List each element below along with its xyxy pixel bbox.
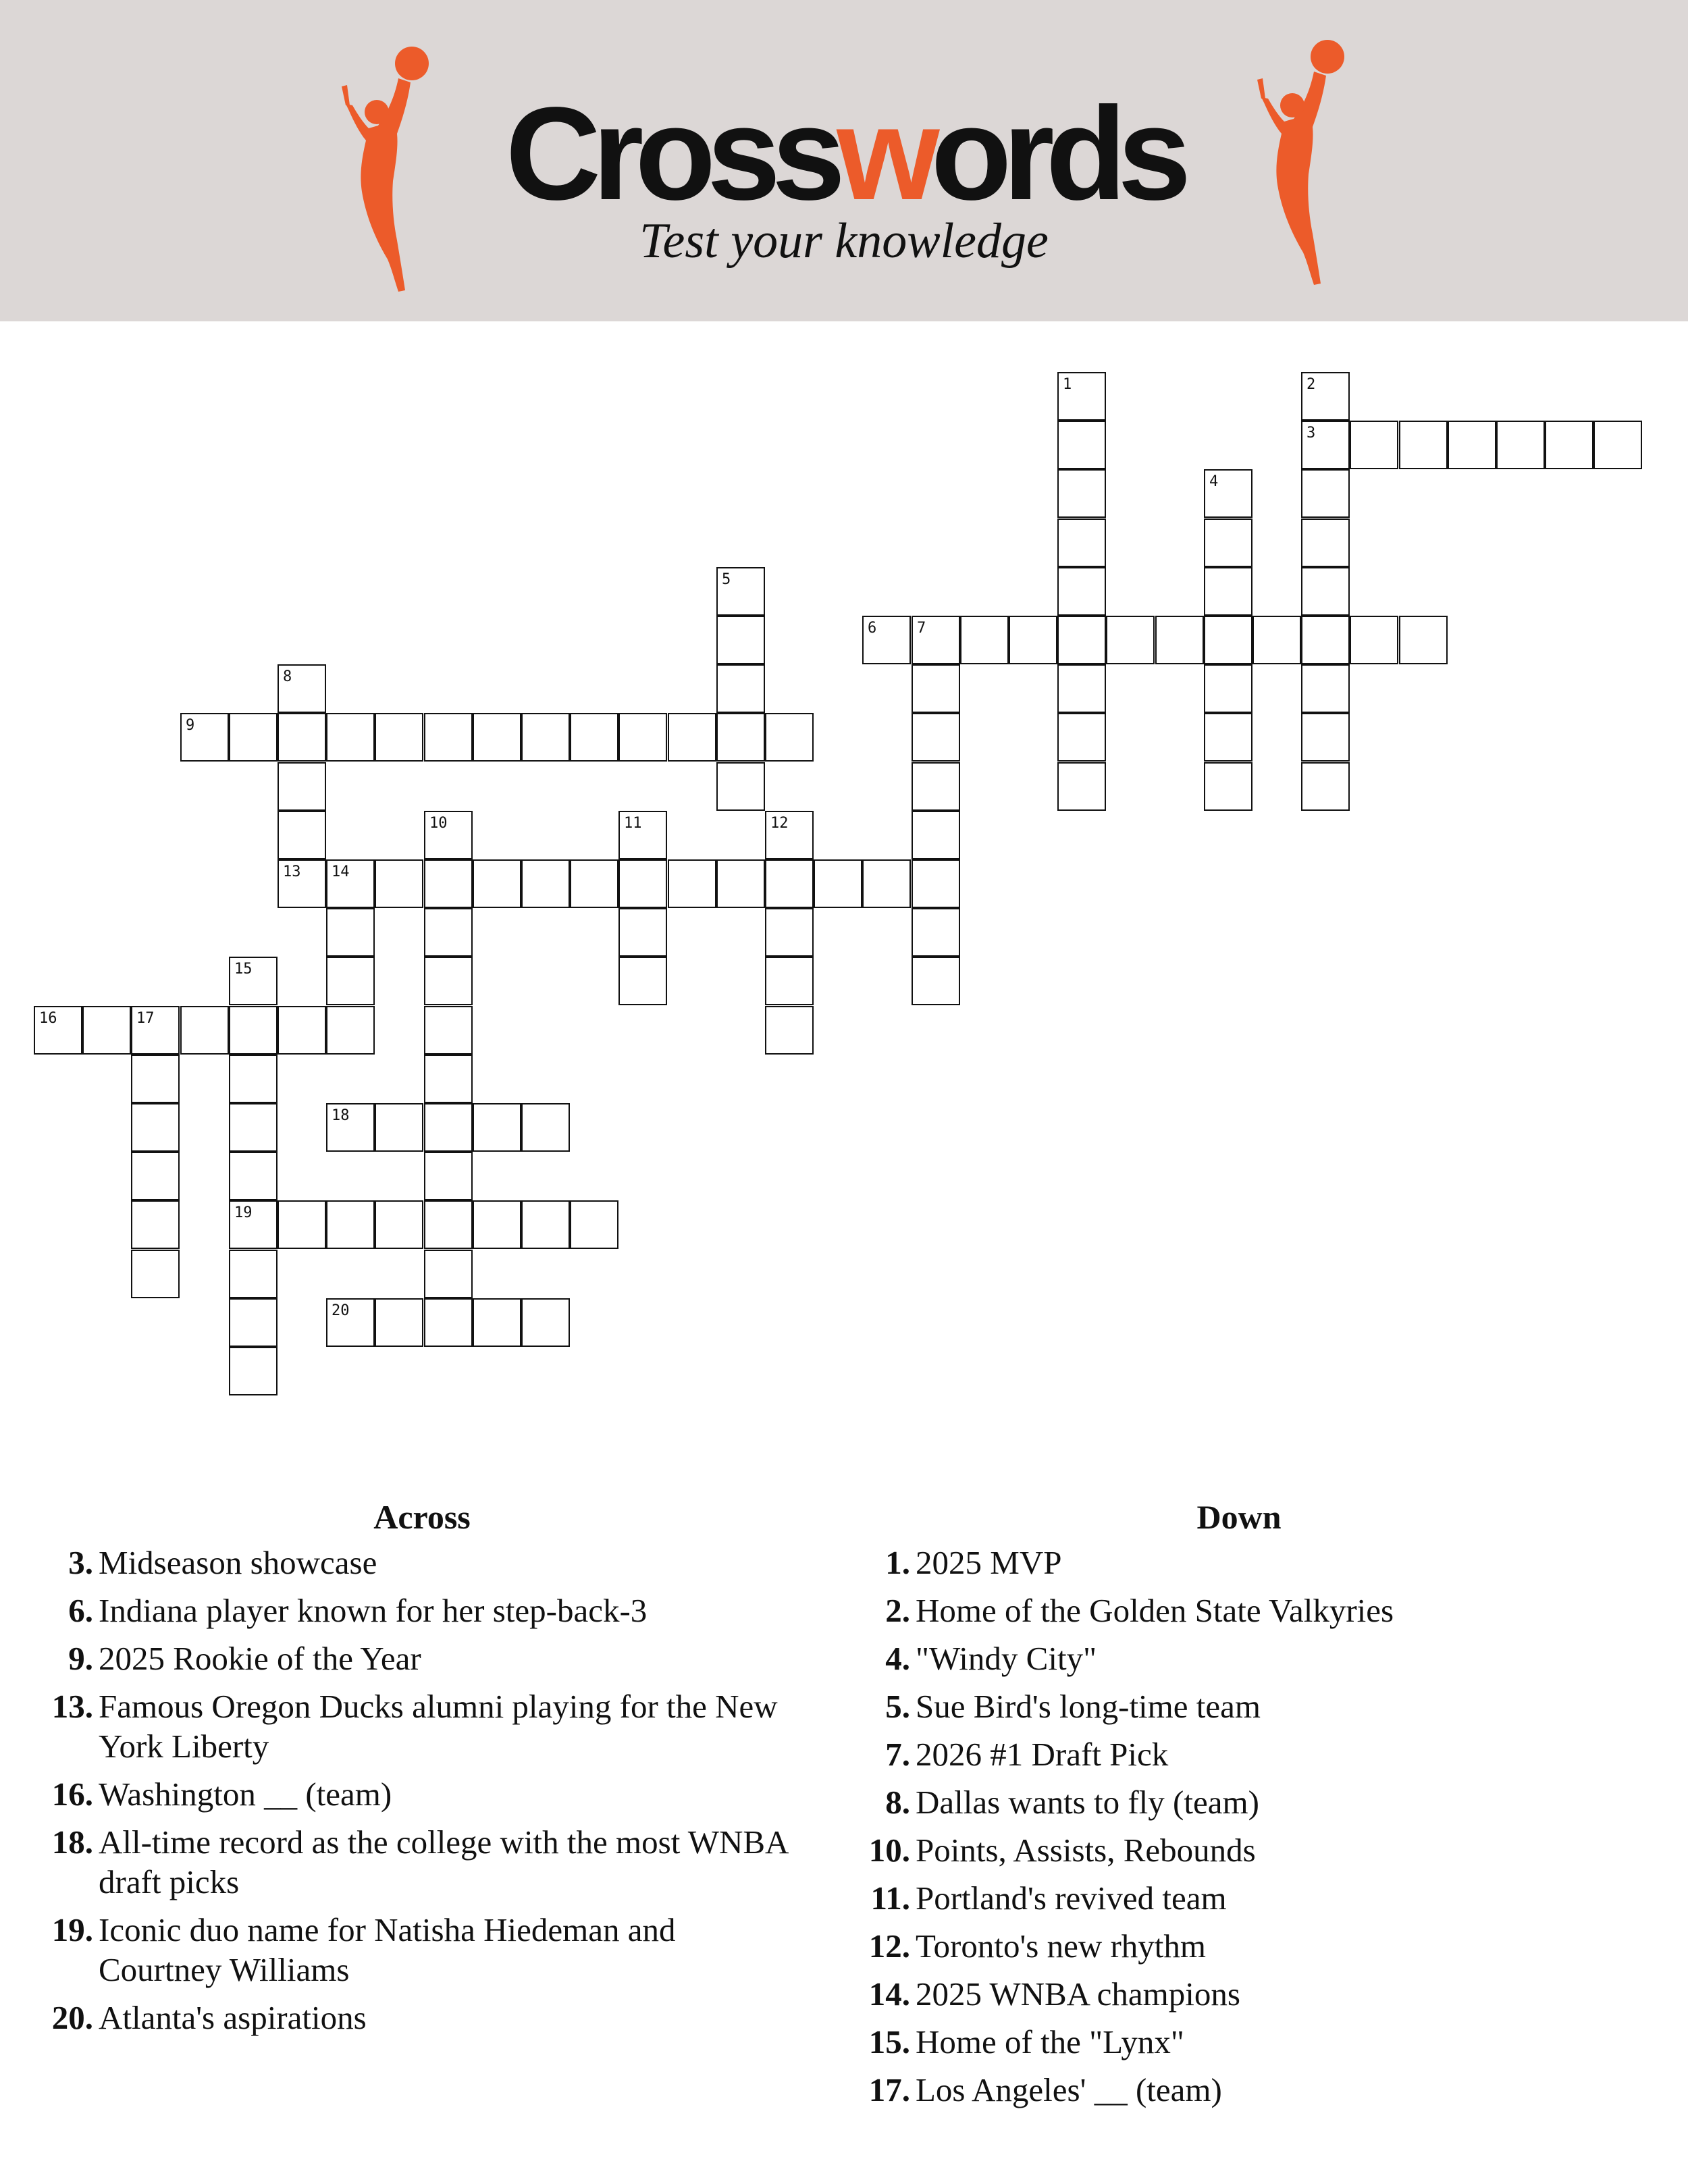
grid-cell[interactable] bbox=[34, 1006, 82, 1055]
grid-cell[interactable] bbox=[1009, 616, 1057, 664]
cell-number: 4 bbox=[1209, 473, 1219, 490]
grid-cell[interactable] bbox=[424, 811, 473, 859]
grid-cell[interactable] bbox=[618, 713, 667, 762]
grid-cell[interactable] bbox=[375, 1103, 423, 1152]
grid-cell[interactable] bbox=[1350, 616, 1398, 664]
down-clues bbox=[858, 1495, 1620, 2118]
clue-item bbox=[858, 2022, 1620, 2062]
grid-cell[interactable] bbox=[375, 713, 423, 762]
clue-number: 5. bbox=[885, 1688, 910, 1725]
clue-number: 7. bbox=[885, 1736, 910, 1773]
grid-cell[interactable] bbox=[716, 762, 765, 811]
grid-cell[interactable] bbox=[862, 616, 911, 664]
grid-cell[interactable] bbox=[1448, 421, 1496, 469]
grid-cell[interactable] bbox=[1057, 713, 1106, 762]
grid-cell[interactable] bbox=[765, 908, 814, 957]
grid-cell[interactable] bbox=[570, 1200, 618, 1249]
grid-cell[interactable] bbox=[131, 1152, 180, 1200]
grid-cell[interactable] bbox=[229, 1250, 278, 1298]
clue-text: Points, Assists, Rebounds bbox=[916, 1832, 1256, 1869]
clue-number: 13. bbox=[51, 1688, 93, 1725]
grid-cell[interactable] bbox=[618, 811, 667, 859]
grid-cell[interactable] bbox=[765, 1006, 814, 1055]
clue-text: Famous Oregon Ducks alumni playing for the New York Liberty bbox=[99, 1688, 778, 1765]
cell-number: 17 bbox=[136, 1010, 155, 1027]
grid-cell[interactable] bbox=[278, 713, 326, 762]
clue-text: Home of the Golden State Valkyries bbox=[916, 1592, 1394, 1629]
cell-number: 2 bbox=[1307, 376, 1316, 393]
cell-number: 18 bbox=[332, 1107, 350, 1124]
clue-text: Los Angeles' __ (team) bbox=[916, 2071, 1222, 2108]
clue-item bbox=[41, 1774, 803, 1814]
grid-cell[interactable] bbox=[131, 1103, 180, 1152]
clue-item bbox=[858, 1639, 1620, 1678]
grid-cell[interactable] bbox=[375, 1298, 423, 1347]
clue-number: 19. bbox=[51, 1911, 93, 1948]
clue-text: Atlanta's aspirations bbox=[99, 1999, 367, 2036]
grid-cell[interactable] bbox=[424, 957, 473, 1005]
cell-number: 14 bbox=[332, 863, 350, 880]
grid-cell[interactable] bbox=[1350, 421, 1398, 469]
grid-cell[interactable] bbox=[1204, 518, 1252, 567]
grid-cell[interactable] bbox=[229, 1006, 278, 1055]
grid-cell[interactable] bbox=[1399, 616, 1448, 664]
cell-number: 3 bbox=[1307, 425, 1316, 442]
grid-cell[interactable] bbox=[521, 713, 570, 762]
grid-cell[interactable] bbox=[1301, 664, 1350, 713]
clue-text: All-time record as the college with the most WNBA draft picks bbox=[99, 1823, 787, 1900]
grid-cell[interactable] bbox=[521, 859, 570, 908]
grid-cell[interactable] bbox=[424, 859, 473, 908]
grid-cell[interactable] bbox=[1301, 421, 1350, 469]
clue-number: 20. bbox=[51, 1999, 93, 2036]
grid-cell[interactable] bbox=[473, 1103, 521, 1152]
clue-number: 15. bbox=[868, 2023, 910, 2060]
clue-item bbox=[858, 2070, 1620, 2110]
clue-text: 2025 Rookie of the Year bbox=[99, 1640, 421, 1677]
cell-number: 1 bbox=[1063, 376, 1072, 393]
grid-cell[interactable] bbox=[1057, 421, 1106, 469]
grid-cell[interactable] bbox=[424, 1103, 473, 1152]
clue-item bbox=[858, 1974, 1620, 2014]
clue-item bbox=[858, 1543, 1620, 1582]
cell-number: 6 bbox=[868, 620, 877, 637]
clue-text: Dallas wants to fly (team) bbox=[916, 1784, 1259, 1821]
clue-item bbox=[858, 1734, 1620, 1774]
clue-item bbox=[858, 1926, 1620, 1966]
grid-cell[interactable] bbox=[180, 713, 229, 762]
grid-cell[interactable] bbox=[912, 957, 960, 1005]
grid-cell[interactable] bbox=[278, 859, 326, 908]
grid-cell[interactable] bbox=[1301, 616, 1350, 664]
grid-cell[interactable] bbox=[912, 616, 960, 664]
clue-item bbox=[41, 1591, 803, 1630]
clue-text: Toronto's new rhythm bbox=[916, 1927, 1207, 1965]
grid-cell[interactable] bbox=[716, 664, 765, 713]
clue-number: 1. bbox=[885, 1544, 910, 1581]
grid-cell[interactable] bbox=[82, 1006, 131, 1055]
grid-cell[interactable] bbox=[473, 713, 521, 762]
clue-item bbox=[858, 1686, 1620, 1726]
clue-number: 6. bbox=[68, 1592, 93, 1629]
grid-cell[interactable] bbox=[765, 957, 814, 1005]
grid-cell[interactable] bbox=[765, 859, 814, 908]
grid-cell[interactable] bbox=[521, 1298, 570, 1347]
grid-cell[interactable] bbox=[180, 1006, 229, 1055]
grid-cell[interactable] bbox=[278, 762, 326, 811]
grid-cell[interactable] bbox=[1545, 421, 1593, 469]
clue-number: 10. bbox=[868, 1832, 910, 1869]
clue-text: 2026 #1 Draft Pick bbox=[916, 1736, 1169, 1773]
grid-cell[interactable] bbox=[326, 713, 375, 762]
cell-number: 15 bbox=[234, 961, 253, 978]
cell-number: 13 bbox=[283, 863, 301, 880]
grid-cell[interactable] bbox=[912, 762, 960, 811]
grid-cell[interactable] bbox=[1301, 762, 1350, 811]
grid-cell[interactable] bbox=[1057, 664, 1106, 713]
clue-text: Home of the "Lynx" bbox=[916, 2023, 1184, 2060]
grid-cell[interactable] bbox=[131, 1250, 180, 1298]
clue-text: Indiana player known for her step-back-3 bbox=[99, 1592, 648, 1629]
grid-cell[interactable] bbox=[1301, 469, 1350, 518]
clue-text: Iconic duo name for Natisha Hiedeman and Courtney Williams bbox=[99, 1911, 676, 1988]
clue-text: Washington __ (team) bbox=[99, 1776, 392, 1813]
grid-cell[interactable] bbox=[1204, 713, 1252, 762]
clue-item bbox=[41, 1998, 803, 2037]
grid-cell[interactable] bbox=[131, 1006, 180, 1055]
grid-cell[interactable] bbox=[1593, 421, 1642, 469]
grid-cell[interactable] bbox=[326, 1103, 375, 1152]
clue-item bbox=[858, 1878, 1620, 1918]
grid-cell[interactable] bbox=[424, 1152, 473, 1200]
clue-text: "Windy City" bbox=[916, 1640, 1097, 1677]
cell-number: 7 bbox=[917, 620, 926, 637]
grid-cell[interactable] bbox=[1057, 518, 1106, 567]
grid-cell[interactable] bbox=[375, 1200, 423, 1249]
grid-cell[interactable] bbox=[326, 1298, 375, 1347]
grid-cell[interactable] bbox=[1057, 762, 1106, 811]
grid-cell[interactable] bbox=[1252, 616, 1301, 664]
grid-cell[interactable] bbox=[229, 957, 278, 1005]
cell-number: 16 bbox=[39, 1010, 57, 1027]
grid-cell[interactable] bbox=[521, 1103, 570, 1152]
grid-cell[interactable] bbox=[473, 1200, 521, 1249]
grid-cell[interactable] bbox=[326, 908, 375, 957]
grid-cell[interactable] bbox=[862, 859, 911, 908]
grid-cell[interactable] bbox=[1204, 469, 1252, 518]
grid-cell[interactable] bbox=[424, 1298, 473, 1347]
clue-number: 11. bbox=[870, 1880, 910, 1917]
grid-cell[interactable] bbox=[716, 616, 765, 664]
grid-cell[interactable] bbox=[424, 713, 473, 762]
grid-cell[interactable] bbox=[765, 811, 814, 859]
grid-cell[interactable] bbox=[278, 811, 326, 859]
clue-number: 17. bbox=[868, 2071, 910, 2108]
grid-cell[interactable] bbox=[1057, 616, 1106, 664]
grid-cell[interactable] bbox=[521, 1200, 570, 1249]
cell-number: 12 bbox=[770, 815, 789, 832]
clue-text: 2025 MVP bbox=[916, 1544, 1062, 1581]
grid-cell[interactable] bbox=[960, 616, 1009, 664]
clue-number: 18. bbox=[51, 1823, 93, 1861]
grid-cell[interactable] bbox=[716, 567, 765, 616]
grid-cell[interactable] bbox=[473, 859, 521, 908]
grid-cell[interactable] bbox=[570, 713, 618, 762]
grid-cell[interactable] bbox=[326, 859, 375, 908]
grid-cell[interactable] bbox=[716, 859, 765, 908]
clue-text: Portland's revived team bbox=[916, 1880, 1227, 1917]
grid-cell[interactable] bbox=[229, 1055, 278, 1103]
clue-text: Midseason showcase bbox=[99, 1544, 377, 1581]
cell-number: 19 bbox=[234, 1204, 253, 1221]
grid-cell[interactable] bbox=[1155, 616, 1204, 664]
clue-number: 2. bbox=[885, 1592, 910, 1629]
grid-cell[interactable] bbox=[375, 859, 423, 908]
across-heading: Across bbox=[373, 1498, 471, 1536]
grid-cell[interactable] bbox=[1301, 372, 1350, 421]
grid-cell[interactable] bbox=[326, 1006, 375, 1055]
cell-number: 20 bbox=[332, 1302, 350, 1319]
clue-number: 14. bbox=[868, 1975, 910, 2013]
clue-item bbox=[858, 1830, 1620, 1870]
grid-cell[interactable] bbox=[424, 1006, 473, 1055]
clue-item bbox=[41, 1639, 803, 1678]
grid-cell[interactable] bbox=[278, 664, 326, 713]
clue-number: 8. bbox=[885, 1784, 910, 1821]
grid-cell[interactable] bbox=[1301, 567, 1350, 616]
grid-cell[interactable] bbox=[326, 957, 375, 1005]
grid-cell[interactable] bbox=[424, 1200, 473, 1249]
grid-cell[interactable] bbox=[1496, 421, 1545, 469]
grid-cell[interactable] bbox=[1204, 664, 1252, 713]
grid-cell[interactable] bbox=[278, 1200, 326, 1249]
grid-cell[interactable] bbox=[424, 908, 473, 957]
grid-cell[interactable] bbox=[618, 957, 667, 1005]
clue-item bbox=[41, 1910, 803, 1990]
grid-cell[interactable] bbox=[1204, 616, 1252, 664]
clue-text: Sue Bird's long-time team bbox=[916, 1688, 1261, 1725]
grid-cell[interactable] bbox=[1057, 567, 1106, 616]
clue-item bbox=[41, 1822, 803, 1902]
grid-cell[interactable] bbox=[278, 1006, 326, 1055]
subtitle: Test your knowledge bbox=[639, 213, 1049, 269]
clue-number: 16. bbox=[51, 1776, 93, 1813]
grid-cell[interactable] bbox=[912, 908, 960, 957]
grid-cell[interactable] bbox=[912, 811, 960, 859]
across-clue-list bbox=[41, 1543, 803, 2037]
clue-text: 2025 WNBA champions bbox=[916, 1975, 1240, 2013]
grid-cell[interactable] bbox=[668, 859, 716, 908]
grid-cell[interactable] bbox=[912, 664, 960, 713]
grid-cell[interactable] bbox=[1301, 518, 1350, 567]
grid-cell[interactable] bbox=[1399, 421, 1448, 469]
grid-cell[interactable] bbox=[618, 908, 667, 957]
grid-cell[interactable] bbox=[229, 1152, 278, 1200]
grid-cell[interactable] bbox=[1301, 713, 1350, 762]
grid-cell[interactable] bbox=[229, 1103, 278, 1152]
clue-item bbox=[41, 1543, 803, 1582]
down-clue-list bbox=[858, 1543, 1620, 2110]
clue-item bbox=[858, 1591, 1620, 1630]
clue-number: 3. bbox=[68, 1544, 93, 1581]
grid-cell[interactable] bbox=[229, 1200, 278, 1249]
grid-cell[interactable] bbox=[570, 859, 618, 908]
grid-cell[interactable] bbox=[229, 1298, 278, 1347]
grid-cell[interactable] bbox=[765, 713, 814, 762]
grid-cell[interactable] bbox=[229, 713, 278, 762]
grid-cell[interactable] bbox=[716, 713, 765, 762]
cell-number: 5 bbox=[722, 571, 731, 588]
grid-cell[interactable] bbox=[1204, 762, 1252, 811]
cell-number: 11 bbox=[624, 815, 642, 832]
grid-cell[interactable] bbox=[131, 1200, 180, 1249]
grid-cell[interactable] bbox=[473, 1298, 521, 1347]
clue-item bbox=[858, 1782, 1620, 1822]
across-clues bbox=[41, 1495, 803, 2046]
grid-cell[interactable] bbox=[326, 1200, 375, 1249]
grid-cell[interactable] bbox=[668, 713, 716, 762]
grid-cell[interactable] bbox=[424, 1250, 473, 1298]
grid-cell[interactable] bbox=[131, 1055, 180, 1103]
grid-cell[interactable] bbox=[424, 1055, 473, 1103]
crosswords-logo-title: Crosswords bbox=[505, 80, 1183, 228]
grid-cell[interactable] bbox=[618, 859, 667, 908]
clue-item bbox=[41, 1686, 803, 1766]
down-heading: Down bbox=[1196, 1498, 1282, 1536]
grid-cell[interactable] bbox=[814, 859, 862, 908]
cell-number: 10 bbox=[429, 815, 448, 832]
grid-cell[interactable] bbox=[912, 859, 960, 908]
cell-number: 9 bbox=[186, 717, 195, 734]
grid-cell[interactable] bbox=[229, 1347, 278, 1395]
clue-number: 4. bbox=[885, 1640, 910, 1677]
grid-cell[interactable] bbox=[1057, 469, 1106, 518]
cell-number: 8 bbox=[283, 668, 292, 685]
clue-number: 12. bbox=[868, 1927, 910, 1965]
grid-cell[interactable] bbox=[1204, 567, 1252, 616]
grid-cell[interactable] bbox=[1106, 616, 1155, 664]
grid-cell[interactable] bbox=[1057, 372, 1106, 421]
clue-number: 9. bbox=[68, 1640, 93, 1677]
grid-cell[interactable] bbox=[912, 713, 960, 762]
